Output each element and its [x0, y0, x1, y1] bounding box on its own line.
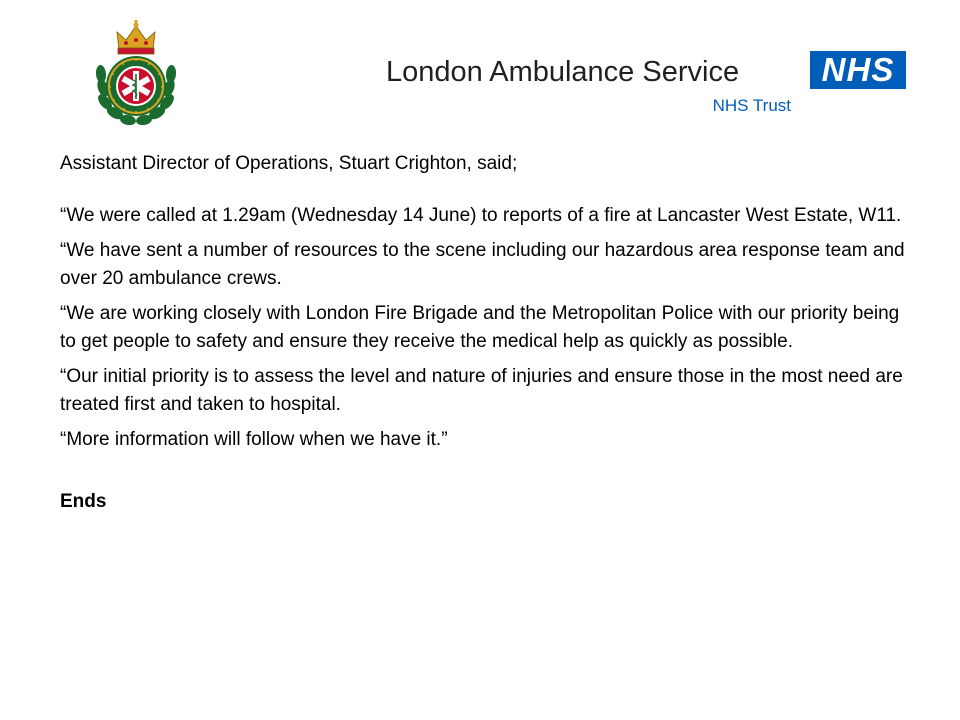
statement-paragraph: “We have sent a number of resources to the scene including our hazardous area response team and over 20 ambulance crews.: [60, 240, 905, 289]
statement-ends: Ends: [60, 491, 107, 512]
statement-paragraph: “Our initial priority is to assess the level and nature of injuries and ensure those in the most need are treated first and taken to hospital.: [60, 366, 903, 415]
statement-body: [60, 150, 920, 516]
nhs-logo: NHS: [810, 51, 906, 89]
organisation-name: London Ambulance Service: [386, 56, 740, 88]
nhs-trust-label: NHS Trust: [712, 96, 791, 115]
statement-paragraph: “We are working closely with London Fire Brigade and the Metropolitan Police with our priority being to get people to safety and ensure they receive the medical help as quickly as possible.: [60, 303, 900, 352]
statement-paragraph: “We were called at 1.29am (Wednesday 14 June) to reports of a fire at Lancaster West Estate, W11.: [60, 205, 902, 226]
ambulance-service-crest-icon: [93, 18, 179, 126]
statement-paragraph: “More information will follow when we have it.”: [60, 429, 448, 450]
statement-intro: Assistant Director of Operations, Stuart Crighton, said;: [60, 153, 518, 174]
